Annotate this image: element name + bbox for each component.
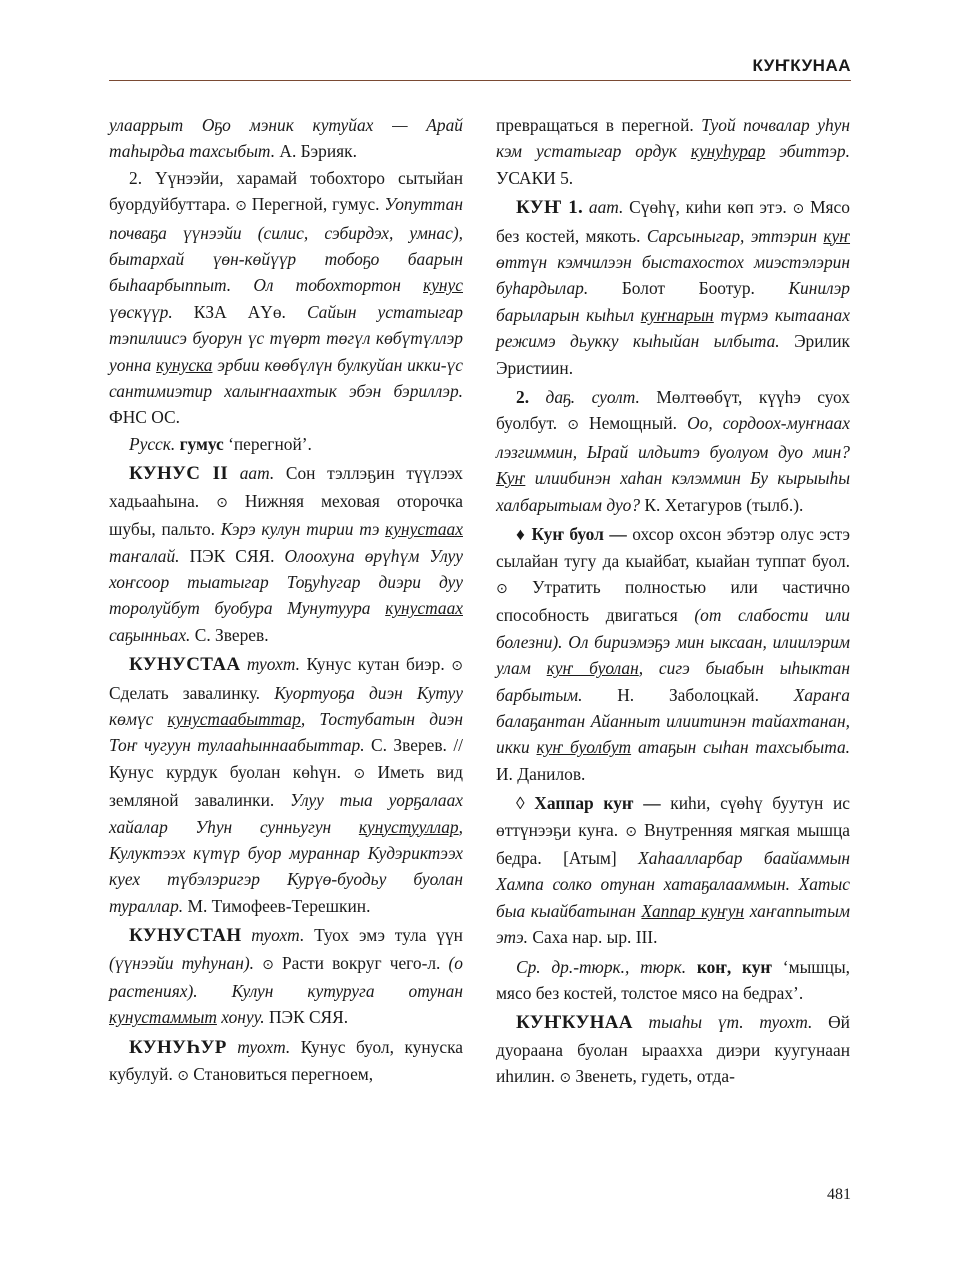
phrase-kung-buol: ♦ Куҥ буол — охсор охсон эбэтэр олус эстэ сылайан тугу да кыайбат, кыайан туппат буол. ⊙ Утратить полностью или частично способность двигаться (от слабости или болезни). Ол бириэмэҕэ мин ыксаан, илиилэрим улам куҥ буолан, сигэ быабын ыһыктан барбытым. Н. Заболоцкай. Хараҥа балаҕантан Айанныт илиитинэн тайахтанан, икки куҥ буолбут атаҕын сыһан тахсыбыта. И. Данилов. — [496, 524, 851, 784]
entry-kung-1: КУҤ 1. аат. Сүөһү, киһи көп этэ. ⊙ Мясо без костей, мякоть. Сарсыныгар, эттэрин куҥ өттүн кэмчилээн быстахостох миэстэлэрин буһардылар. Болот Боотур. Кинилэр барыларын кыһыл куҥнарын түрмэ кытаанах режимэ дьукку кыһыйан ылбыта. Эрилик Эристиин. — [496, 197, 851, 378]
diamond-icon: ♦ — [516, 524, 526, 545]
page-header — [109, 56, 851, 82]
lozenge-icon: ◊ — [516, 793, 525, 814]
right-column — [496, 112, 850, 1092]
target-icon: ⊙ — [559, 1070, 572, 1087]
target-icon: ⊙ — [177, 1068, 189, 1085]
entry-kunuhur: КУНУҺУР туохт. Кунус буол, кунуска кубулуй. ⊙ Становиться перегноем, — [109, 1036, 463, 1085]
page-number: 481 — [827, 1186, 851, 1203]
paragraph-continuation: превращаться в перегной. Туой почвалар уһун кэм устатыгар ордук кунуһурар эбиттэр. УСАКИ 5. — [496, 115, 850, 188]
target-icon: ⊙ — [567, 417, 579, 434]
header-rule — [109, 80, 851, 81]
target-icon: ⊙ — [496, 580, 508, 597]
left-column — [109, 112, 463, 1090]
entry-kung-sense-2: 2. даҕ. суолт. Мөлтөөбүт, күүһэ суох буолбут. ⊙ Немощный. Оо, сордоох-муҥнаах лэзгиммин, Ырай илдьитэ буолуом дуо мин? Куҥ илиибинэн хаһан кэлэммин Бу кырыыһы халбарытыам дуо? К. Хетагуров (тылб.). — [496, 387, 851, 515]
target-icon: ⊙ — [625, 823, 637, 840]
paragraph-etymology: Ср. др.-тюрк., тюрк. коҥ, куҥ ‘мышцы, мясо без костей, толстое мясо на бедрах’. — [496, 956, 850, 1003]
entry-kungkunaa: КУҤКУНАА тыаһы үт. туохт. Өй дуораана буолан ыраахха диэри куугунаан иһилин. ⊙ Звенеть, гудеть, отда- — [496, 1012, 850, 1087]
entry-kunustan: КУНУСТАН туохт. Туох эмэ тула үүн (үүнээйи туһунан). ⊙ Расти вокруг чего-л. (о растениях). Кулун кутуруга отунан кунустаммыт хонуу. ПЭК СЯЯ. — [109, 925, 463, 1028]
target-icon: ⊙ — [792, 201, 805, 218]
entry-kunus-2: КУНУС II аат. Сон тэллэҕин түүлээх хадьааһына. ⊙ Нижняя меховая оторочка шубы, пальто. Кэрэ кулун тирии тэ кунустаах таҥалай. ПЭК СЯЯ. Олоохуна өрүһүм Улуу хоҥсоор тыатыгар Тоҕуһугар диэри дуу торолуйбут буобура Мунутуура кунустаах саҕынньах. С. Зверев. — [109, 463, 463, 645]
target-icon: ⊙ — [353, 765, 366, 782]
entry-kunustaa: КУНУСТАА туохт. Кунус кутан биэр. ⊙ Сделать завалинку. Куортуоҕа диэн Кутуу көмүс кунустаабыттар, Тостубатын диэн Тоҥ чугуун тулааһыннаабыттар. С. Зверев. // Кунус курдук буолан көһүн. ⊙ Иметь вид земляной завалинки. Улуу тыа уорҕалаах хайалар Уһун сунньугун кунустууллар, Кулуктээх күтүр буор мураннар Кудэриктээх куех түбэлэригэр Курүө-буодьу буолан тураллар. М. Тимофеев-Терешкин. — [109, 654, 464, 916]
target-icon: ⊙ — [216, 494, 228, 511]
target-icon: ⊙ — [262, 956, 274, 973]
target-icon: ⊙ — [451, 658, 463, 675]
target-icon: ⊙ — [235, 198, 247, 215]
phrase-happar-kung: ◊ Хаппар куҥ — киһи, сүөһү буутун ис өттүнээҕи куҥа. ⊙ Внутренняя мягкая мышца бедра. [Атым] Хаһаалларбар баайаммын Хампа солко отунан хатаҕалааммын. Хатыс быа кыайбатынан Хаппар куҥун хаҥаппытым этэ. Саха нар. ыр. III. — [496, 793, 850, 948]
paragraph-etymology: Русск. гумус ‘перегной’. — [129, 433, 312, 454]
paragraph-continuation: улаappыт Оҕо мэник кутуйах — Арай таһырдьа тахсыбыт. А. Бэрияк. — [109, 115, 463, 162]
paragraph-sense-2: 2. Үүнээйи, харамай тобохторо сытыйан буордуйбуттара. ⊙ Перегной, гумус. Уопуттан почваҕа үүнээйи (силис, сэбирдэх, умнас), бытархай үөн-көйүүр тобоҕо баарын быһаарбыппыт. Ол тобохтортон кунус үөскүүр. КЗА АҮө. Сайын устатыгар тэпилиисэ буорун үс түөрт төгүл көбүтүллэр уонна кунуска эрбии көөбүлүн булкуйан икки-үс сантимиэтир халыҥнаахтык эбэн бэриллэр. ФНС ОС. — [109, 167, 463, 428]
running-head: КУҤКУНАА — [752, 56, 851, 75]
